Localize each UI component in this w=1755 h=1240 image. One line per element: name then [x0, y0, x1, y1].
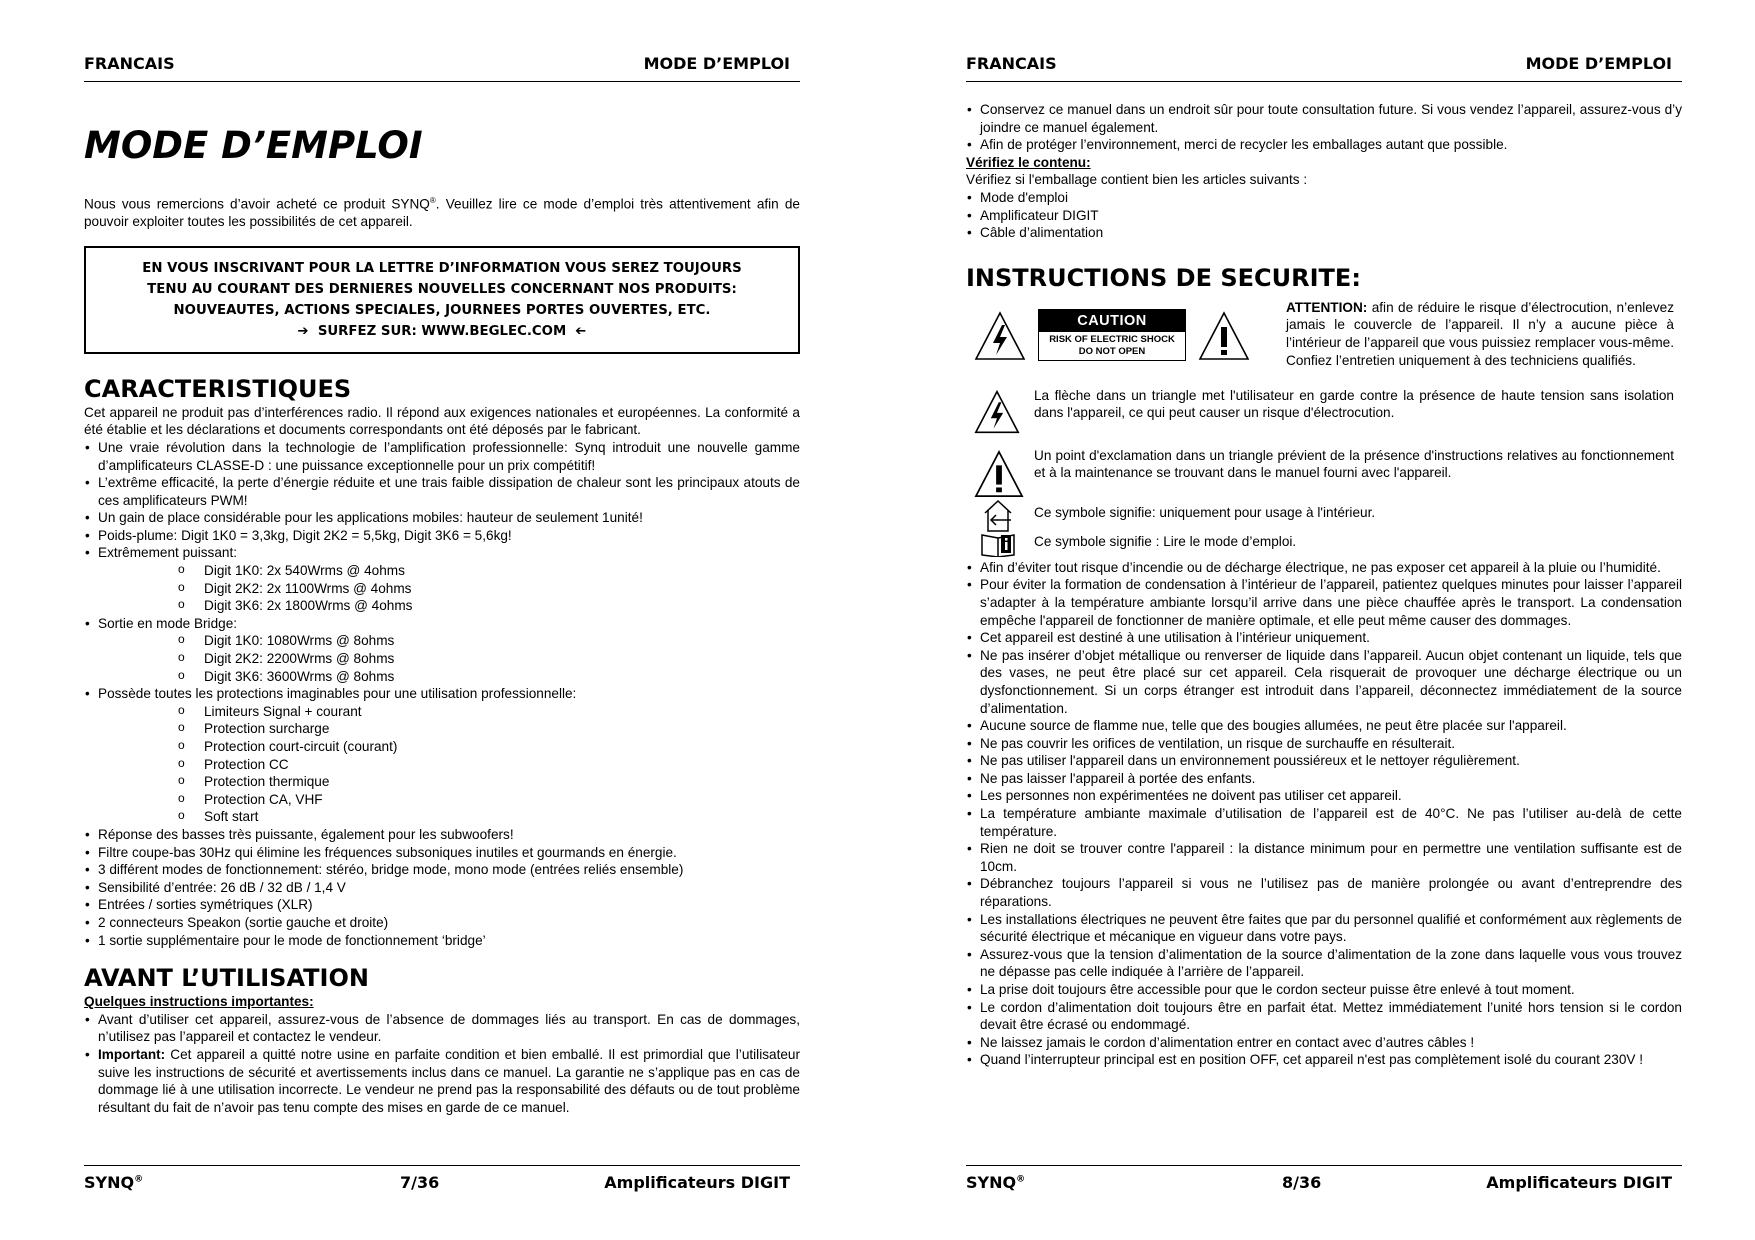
check-contents-intro: Vérifiez si l'emballage contient bien les articles suivants :: [966, 172, 1308, 188]
header-language: FRANCAIS: [966, 54, 1057, 73]
header-section: MODE D’EMPLOI: [1525, 54, 1672, 73]
attention-paragraph: [1286, 299, 1674, 369]
top-list: [966, 101, 1682, 154]
page-number: 8/36: [1282, 1173, 1322, 1192]
caution-sub-2: DO NOT OPEN: [1078, 345, 1146, 357]
list-item: [84, 615, 800, 685]
list-item: • L’extrême efficacité, la perte d’énergie réduite et une trais faible dissipation de chaleur sont les principaux atouts de ces amplificateurs PWM!: [84, 474, 800, 509]
list-item: • Ne pas insérer d’objet métallique ou renverser de liquide dans l’appareil. Aucun objet contenant un liquide, tels que des vases, ne peut être placé sur cet appareil. Cela risquerait de provoquer une décharge électrique ou un dysfonctionnement. Si un corps étranger est introduit dans l’appareil, déconnectez immédiatement de la source d’alimentation.: [966, 647, 1682, 717]
list-item-text: Extrêmement puissant:: [98, 545, 238, 561]
symbol-row-indoor: [966, 501, 1682, 531]
footer-product: Amplificateurs DIGIT: [1486, 1173, 1672, 1192]
symbol-row-exclamation: [966, 443, 1682, 501]
list-item: • Le cordon d’alimentation doit toujours être en parfait état. Mettez immédiatement l’unité hors tension si le cordon devait être écrasé ou endommagé.: [966, 999, 1682, 1034]
sub-list: [98, 632, 800, 685]
list-item: • La température ambiante maximale d’utilisation de l’appareil est de 40°C. Ne pas l’utiliser au-delà de cette température.: [966, 805, 1682, 840]
list-item: • Câble d’alimentation: [966, 224, 1682, 242]
page-footer: [966, 1165, 1682, 1196]
symbol-text: La flèche dans un triangle met l'utilisateur en garde contre la présence de haute tension sans isolation dans l'appareil, ce qui peut causer un risque d'électrocution.: [1034, 387, 1674, 421]
before-use-list: [84, 1011, 800, 1117]
list-item: • Les installations électriques ne peuvent être faites que par du personnel qualifié et conformément aux règlements de sécurité électrique et mécanique en vigueur dans votre pays.: [966, 911, 1682, 946]
newsletter-box: [84, 246, 800, 354]
list-item: • Quand l’interrupteur principal est en position OFF, cet appareil n'est pas complètement isolé du courant 230V !: [966, 1051, 1682, 1069]
list-item: [84, 685, 800, 826]
features-heading: CARACTERISTIQUES: [84, 374, 352, 403]
sub-list: [98, 703, 800, 826]
list-item: • Amplificateur DIGIT: [966, 207, 1682, 225]
newsletter-line-3: [98, 300, 786, 321]
read-manual-icon: [980, 531, 1016, 557]
intro-paragraph: [84, 192, 800, 231]
symbol-row-manual: [966, 531, 1682, 559]
sub-list-item: o Digit 1K0: 1080Wrms @ 8ohms: [178, 632, 800, 650]
symbol-text: Ce symbole signifie: uniquement pour usage à l'intérieur.: [1034, 504, 1376, 520]
list-item: • Un gain de place considérable pour les applications mobiles: hauteur de seulement 1unité!: [84, 509, 800, 527]
list-item: • Ne laissez jamais le cordon d’alimentation entrer en contact avec d’autres câbles !: [966, 1034, 1682, 1052]
check-contents-heading: Vérifiez le contenu:: [966, 154, 1091, 170]
attention-label: ATTENTION:: [1286, 299, 1368, 315]
list-item: • Afin de protéger l’environnement, merci de recycler les emballages autant que possible.: [966, 136, 1682, 154]
website-link[interactable]: SURFEZ SUR: WWW.BEGLEC.COM: [317, 323, 567, 339]
arrow-left-icon: ➔: [575, 323, 587, 339]
page-title: MODE D’EMPLOI: [84, 124, 423, 167]
list-item: • Afin d’éviter tout risque d’incendie ou de décharge électrique, ne pas exposer cet appareil à la pluie ou l’humidité.: [966, 559, 1682, 577]
list-item: • Pour éviter la formation de condensation à l’intérieur de l’appareil, patientez quelques minutes pour laisser l’appareil s’adapter à la température ambiante lorsqu’il arrive dans une pièce chauffée après le transport. La condensation empêche l'appareil de fonctionner de manière optimale, et elle peut même causer des dommages.: [966, 576, 1682, 629]
important-label: Important:: [98, 1046, 166, 1062]
page-number: 7/36: [400, 1173, 440, 1192]
caution-title: CAUTION: [1039, 310, 1185, 332]
list-item: • 3 différent modes de fonctionnement: stéréo, bridge mode, mono mode (entrées reliés ensemble): [84, 861, 800, 879]
sub-list-item: o Protection surcharge: [178, 720, 800, 738]
sub-list-item: o Limiteurs Signal + courant: [178, 703, 800, 721]
list-item: • Ne pas couvrir les orifices de ventilation, un risque de surchauffe en résulterait.: [966, 735, 1682, 753]
symbol-text: Un point d'exclamation dans un triangle prévient de la présence d'instructions relatives au fonctionnement et à la maintenance se trouvant dans le manuel fourni avec l'appareil.: [1034, 447, 1674, 481]
before-use-subheading: Quelques instructions importantes:: [84, 994, 314, 1010]
list-item: • Une vraie révolution dans la technologie de l’amplification professionnelle: Synq introduit une nouvelle gamme d’amplificateurs CLASSE-D : une puissance exceptionnelle pour un prix compétitif!: [84, 439, 800, 474]
list-item: • Cet appareil est destiné à une utilisation à l’intérieur uniquement.: [966, 629, 1682, 647]
page-footer: [84, 1165, 800, 1196]
caution-block: [966, 299, 1682, 385]
list-item: • Ne pas laisser l'appareil à portée des enfants.: [966, 770, 1682, 788]
sub-list-item: o Digit 3K6: 2x 1800Wrms @ 4ohms: [178, 597, 800, 615]
lightning-triangle-icon: [974, 389, 1020, 435]
list-item: • Rien ne doit se trouver contre l'appareil : la distance minimum pour en permettre une ventilation suffisante est de 10cm.: [966, 840, 1682, 875]
intro-brand: SYNQ: [391, 196, 430, 212]
attention-text: afin de réduire le risque d’électrocution, n’enlevez jamais le couvercle de l’appareil. Il n’y a aucune pièce à l’intérieur de l’appareil que vous puissiez remplacer vous-même. Confiez l’entretien uniquement à des techniciens qualifiés.: [1286, 299, 1674, 368]
safety-heading: INSTRUCTIONS DE SECURITE:: [966, 263, 1361, 292]
caution-label-box: [1038, 309, 1186, 361]
sub-list-item: o Digit 2K2: 2x 1100Wrms @ 4ohms: [178, 580, 800, 598]
indoor-use-icon: [982, 499, 1014, 533]
list-item: • Filtre coupe-bas 30Hz qui élimine les fréquences subsoniques inutiles et gourmands en énergie.: [84, 844, 800, 862]
list-item: [84, 1046, 800, 1116]
intro-text-b: . Veuillez lire ce mode d’emploi très attentivement afin de pouvoir exploiter toutes les possibilités de cet appareil.: [84, 196, 800, 230]
sub-list-item: o Digit 2K2: 2200Wrms @ 8ohms: [178, 650, 800, 668]
sub-list-item: o Protection CA, VHF: [178, 791, 800, 809]
page-header: [84, 54, 800, 82]
list-item: • La prise doit toujours être accessible pour que le cordon secteur puisse être enlevé à tout moment.: [966, 981, 1682, 999]
list-item-text: Possède toutes les protections imaginables pour une utilisation professionnelle:: [98, 686, 577, 702]
page-header: [966, 54, 1682, 82]
intro-text-a: Nous vous remercions d’avoir acheté ce produit: [84, 196, 392, 212]
sub-list-item: o Soft start: [178, 808, 800, 826]
list-item: • 2 connecteurs Speakon (sortie gauche et droite): [84, 914, 800, 932]
footer-reg-mark: ®: [1016, 1174, 1026, 1185]
right-content: [966, 101, 1682, 1069]
list-item: • Réponse des basses très puissante, également pour les subwoofers!: [84, 826, 800, 844]
before-use-heading: AVANT L’UTILISATION: [84, 964, 369, 993]
newsletter-line-3-text: NOUVEAUTES, ACTIONS SPECIALES, JOURNEES PORTES OUVERTES, ETC: [173, 302, 706, 318]
newsletter-link-line: [98, 321, 786, 342]
list-item: • 1 sortie supplémentaire pour le mode de fonctionnement ‘bridge’: [84, 932, 800, 950]
sub-list-item: o Protection thermique: [178, 773, 800, 791]
page-right: [966, 0, 1682, 1240]
list-item: • Sensibilité d’entrée: 26 dB / 32 dB / 1,4 V: [84, 879, 800, 897]
exclamation-triangle-icon: [974, 449, 1024, 499]
sub-list-item: o Digit 1K0: 2x 540Wrms @ 4ohms: [178, 562, 800, 580]
symbol-text: Ce symbole signifie : Lire le mode d’emploi.: [1034, 533, 1297, 549]
newsletter-line-3-end: .: [705, 302, 711, 318]
header-section: MODE D’EMPLOI: [643, 54, 790, 73]
list-item-text: Sortie en mode Bridge:: [98, 615, 238, 631]
page-left: [84, 0, 800, 1240]
sub-list-item: o Protection court-circuit (courant): [178, 738, 800, 756]
features-list: [84, 439, 800, 949]
list-item: • Avant d’utiliser cet appareil, assurez-vous de l’absence de dommages liés au transport. En cas de dommages, n’utilisez pas l’appareil et contactez le vendeur.: [84, 1011, 800, 1046]
caution-subtitle: [1039, 332, 1185, 360]
contents-list: [966, 189, 1682, 242]
newsletter-line-1: EN VOUS INSCRIVANT POUR LA LETTRE D’INFORMATION VOUS SEREZ TOUJOURS: [142, 260, 742, 276]
header-language: FRANCAIS: [84, 54, 175, 73]
list-item: • Mode d'emploi: [966, 189, 1682, 207]
footer-brand-text: SYNQ: [84, 1173, 135, 1192]
lightning-warning-icon: [974, 311, 1026, 361]
list-item-text: Cet appareil a quitté notre usine en parfaite condition et bien emballé. Il est primordial que l’utilisateur suive les instructions de sécurité et avertissements inclus dans ce manuel. La garantie ne s’applique pas en cas de dommage lié à une utilisation incorrecte. Le vendeur ne prend pas la responsabilité des défauts ou de tout problème résultant du fait de n’avoir pas tenu compte des mises en garde de ce manuel.: [98, 1046, 800, 1115]
footer-brand: [84, 1173, 143, 1192]
symbol-row-lightning: [966, 385, 1682, 443]
footer-reg-mark: ®: [134, 1174, 144, 1185]
safety-list: [966, 559, 1682, 1069]
list-item: • Aucune source de flamme nue, telle que des bougies allumées, ne peut être placée sur l'appareil.: [966, 717, 1682, 735]
features-intro: Cet appareil ne produit pas d’interférences radio. Il répond aux exigences nationales et européennes. La conformité a été établie et les déclarations et documents correspondants ont été déposés par le fabricant.: [84, 404, 800, 438]
sub-list: [98, 562, 800, 615]
sub-list-item: o Digit 3K6: 3600Wrms @ 8ohms: [178, 668, 800, 686]
arrow-right-icon: ➔: [297, 323, 309, 339]
list-item: • Entrées / sorties symétriques (XLR): [84, 896, 800, 914]
caution-sub-1: RISK OF ELECTRIC SHOCK: [1049, 333, 1175, 345]
footer-brand-text: SYNQ: [966, 1173, 1017, 1192]
intro-reg-mark: ®: [429, 196, 436, 205]
list-item: • Les personnes non expérimentées ne doivent pas utiliser cet appareil.: [966, 787, 1682, 805]
list-item: • Assurez-vous que la tension d’alimentation de la source d’alimentation de la zone dans laquelle vous vous trouvez ne dépasse pas celle indiquée à l’arrière de l’appareil.: [966, 946, 1682, 981]
exclamation-warning-icon: [1198, 311, 1250, 361]
sub-list-item: o Protection CC: [178, 756, 800, 774]
newsletter-line-2: TENU AU COURANT DES DERNIERES NOUVELLES CONCERNANT NOS PRODUITS:: [147, 281, 737, 297]
list-item: • Poids-plume: Digit 1K0 = 3,3kg, Digit 2K2 = 5,5kg, Digit 3K6 = 5,6kg!: [84, 527, 800, 545]
list-item: • Débranchez toujours l’appareil si vous ne l’utilisez pas de manière prolongée ou avant d’entreprendre des réparations.: [966, 875, 1682, 910]
list-item: • Ne pas utiliser l'appareil dans un environnement poussiéreux et le nettoyer régulièrement.: [966, 752, 1682, 770]
footer-product: Amplificateurs DIGIT: [604, 1173, 790, 1192]
footer-brand: [966, 1173, 1025, 1192]
list-item: • Conservez ce manuel dans un endroit sûr pour toute consultation future. Si vous vendez l’appareil, assurez-vous d’y joindre ce manuel également.: [966, 101, 1682, 136]
left-content: [84, 124, 800, 1116]
list-item: [84, 544, 800, 614]
